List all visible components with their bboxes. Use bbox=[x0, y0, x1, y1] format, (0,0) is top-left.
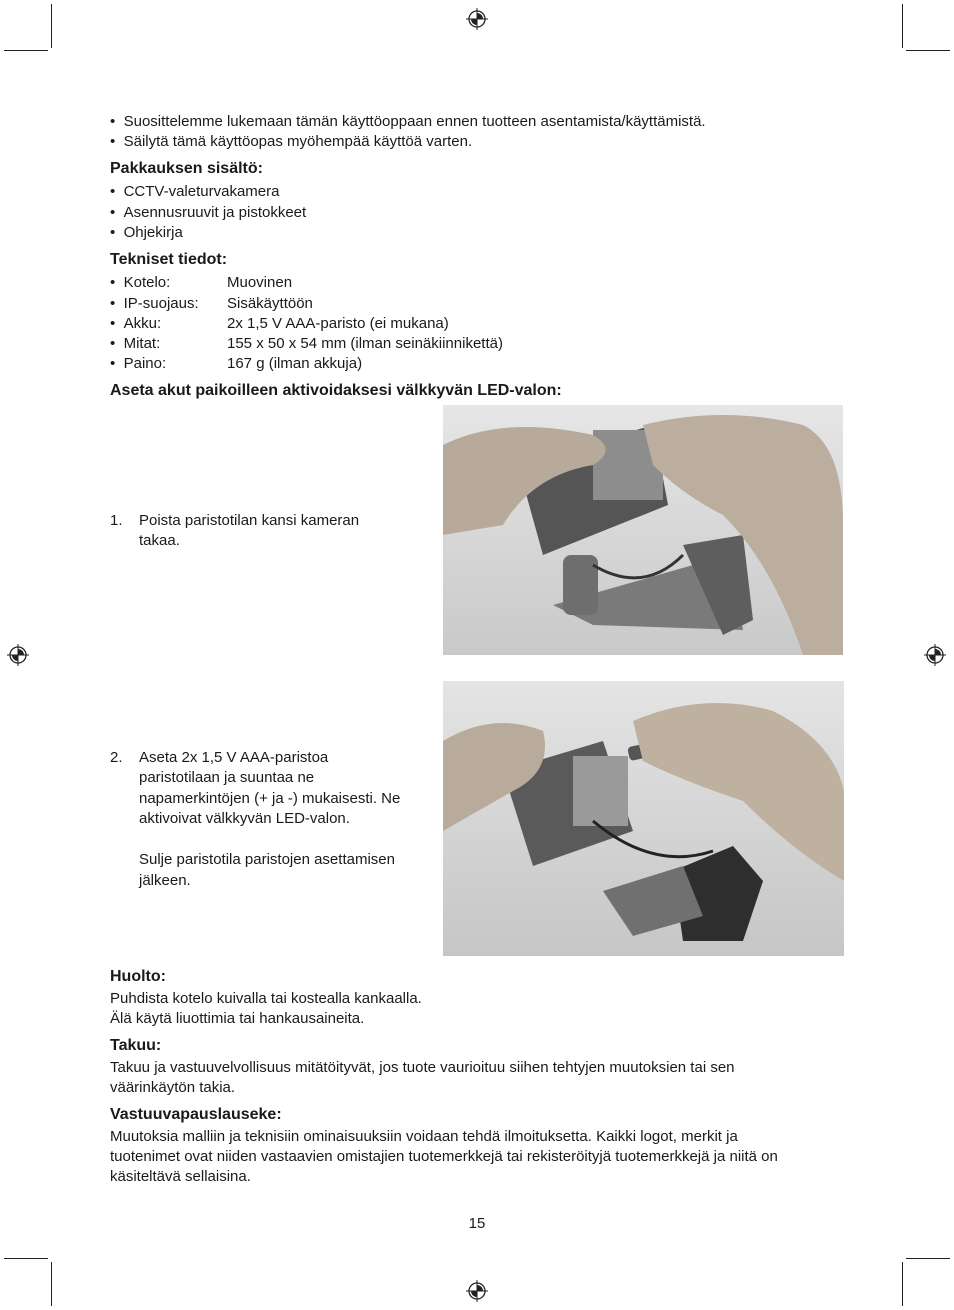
step-text: takaa. bbox=[139, 532, 180, 549]
crop-mark bbox=[51, 1262, 52, 1306]
crop-mark bbox=[4, 1258, 48, 1259]
step-text: Aseta 2x 1,5 V AAA-paristoa bbox=[139, 749, 329, 766]
crop-mark bbox=[51, 4, 52, 48]
paragraph-line: käsiteltävä sellaisina. bbox=[110, 1168, 251, 1185]
list-item: • Suosittelemme lukemaan tämän käyttöoppaan ennen tuotteen asentamista/käyttämistä. bbox=[110, 113, 706, 130]
crop-mark bbox=[902, 1262, 903, 1306]
step-number: 1. bbox=[110, 512, 123, 529]
list-item: • Säilytä tämä käyttöopas myöhempää käyttöä varten. bbox=[110, 133, 473, 150]
spec-value: Sisäkäyttöön bbox=[227, 295, 313, 312]
list-item: • Asennusruuvit ja pistokkeet bbox=[110, 204, 307, 221]
section-heading-warranty: Takuu: bbox=[110, 1037, 162, 1054]
registration-mark-icon bbox=[7, 644, 29, 666]
step-text: Poista paristotilan kansi kameran bbox=[139, 512, 360, 529]
spec-value: 2x 1,5 V AAA-paristo (ei mukana) bbox=[227, 315, 449, 332]
crop-mark bbox=[906, 1258, 950, 1259]
crop-mark bbox=[4, 50, 48, 51]
step-text: paristotilaan ja suuntaa ne bbox=[139, 769, 315, 786]
step-text: jälkeen. bbox=[139, 872, 191, 889]
step-text: Sulje paristotila paristojen asettamisen bbox=[139, 851, 395, 868]
crop-mark bbox=[906, 50, 950, 51]
section-heading-package: Pakkauksen sisältö: bbox=[110, 160, 263, 177]
crop-mark bbox=[902, 4, 903, 48]
paragraph-line: Puhdista kotelo kuivalla tai kostealla kankaalla. bbox=[110, 990, 422, 1007]
paragraph-line: tuotenimet ovat niiden vastaavien omistajien tuotemerkkejä tai rekisteröityjä tuotemerkkejä ja niitä on bbox=[110, 1148, 778, 1165]
spec-value: 155 x 50 x 54 mm (ilman seinäkiinnikettä) bbox=[227, 335, 503, 352]
spec-row: • IP-suojaus: bbox=[110, 295, 199, 312]
list-item: • Ohjekirja bbox=[110, 224, 183, 241]
registration-mark-icon bbox=[466, 8, 488, 30]
spec-value: 167 g (ilman akkuja) bbox=[227, 355, 363, 372]
step-text: napamerkintöjen (+ ja -) mukaisesti. Ne bbox=[139, 790, 401, 807]
section-heading-disclaimer: Vastuuvapauslauseke: bbox=[110, 1106, 282, 1123]
spec-row: • Akku: bbox=[110, 315, 162, 332]
step-text: aktivoivat välkkyvän LED-valon. bbox=[139, 810, 350, 827]
photo-remove-battery-cover bbox=[443, 405, 843, 655]
paragraph-line: väärinkäytön takia. bbox=[110, 1079, 236, 1096]
registration-mark-icon bbox=[924, 644, 946, 666]
list-item: • CCTV-valeturvakamera bbox=[110, 183, 280, 200]
spec-row: • Paino: bbox=[110, 355, 167, 372]
page-number: 15 bbox=[468, 1215, 486, 1232]
spec-row: • Kotelo: bbox=[110, 274, 171, 291]
spec-value: Muovinen bbox=[227, 274, 293, 291]
registration-mark-icon bbox=[466, 1280, 488, 1302]
section-heading-specs: Tekniset tiedot: bbox=[110, 251, 228, 268]
section-heading-battery: Aseta akut paikoilleen aktivoidaksesi välkkyvän LED-valon: bbox=[110, 382, 562, 399]
step-number: 2. bbox=[110, 749, 123, 766]
spec-row: • Mitat: bbox=[110, 335, 161, 352]
photo-insert-batteries bbox=[443, 681, 844, 956]
paragraph-line: Muutoksia malliin ja teknisiin ominaisuuksiin voidaan tehdä ilmoituksetta. Kaikki logot, merkit ja bbox=[110, 1128, 738, 1145]
paragraph-line: Älä käytä liuottimia tai hankausaineita. bbox=[110, 1010, 365, 1027]
section-heading-maintenance: Huolto: bbox=[110, 968, 166, 985]
paragraph-line: Takuu ja vastuuvelvollisuus mitätöityvät, jos tuote vaurioituu siihen tehtyjen muutoksien tai sen bbox=[110, 1059, 735, 1076]
